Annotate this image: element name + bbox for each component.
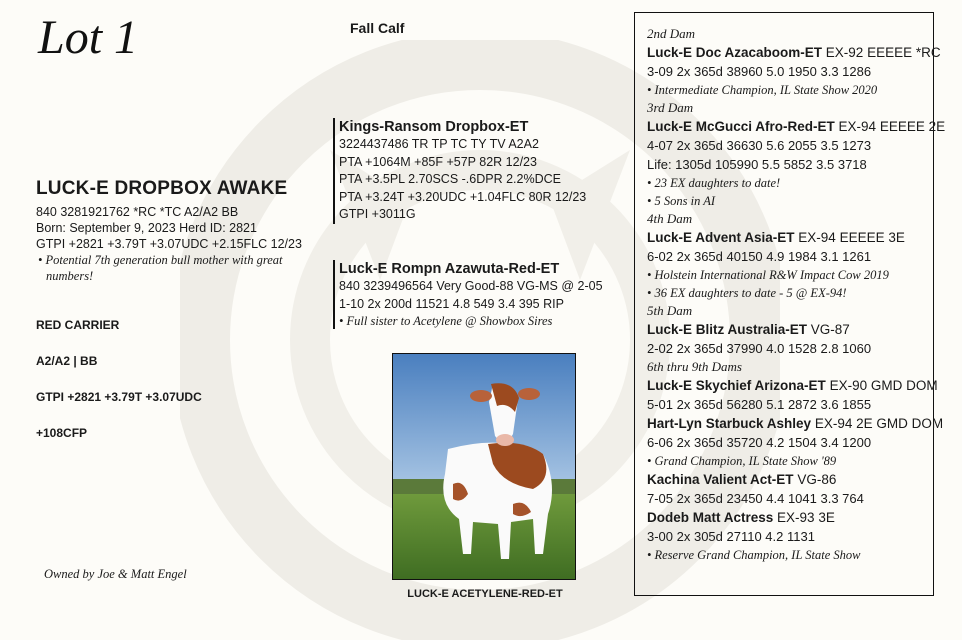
category-label: Fall Calf bbox=[350, 20, 405, 36]
ancestor-name-text: Kachina Valient Act-ET bbox=[647, 472, 794, 487]
animal-info bbox=[36, 178, 336, 284]
highlight-a2-bb: A2/A2 | BB bbox=[36, 354, 98, 368]
generation-label: 4th Dam bbox=[647, 211, 693, 226]
ancestor-score: VG-86 bbox=[797, 472, 837, 487]
ancestor-name-text: Dodeb Matt Actress bbox=[647, 510, 774, 525]
ancestor-score: EX-94 EEEEE 2E bbox=[838, 119, 946, 134]
dam-name: Luck-E Rompn Azawuta-Red-ET bbox=[339, 261, 560, 277]
ancestor-note: • 36 EX daughters to date - 5 @ EX-94! bbox=[647, 286, 847, 300]
lot-title: Lot 1 bbox=[38, 11, 139, 64]
photo-caption: LUCK-E ACETYLENE-RED-ET bbox=[407, 588, 563, 600]
ancestor-name-text: Hart-Lyn Starbuck Ashley bbox=[647, 416, 812, 431]
ancestor-score: EX-92 EEEEE *RC bbox=[825, 45, 941, 60]
highlight-cfp: +108CFP bbox=[36, 426, 88, 440]
animal-id-line: 840 3281921762 *RC *TC A2/A2 BB bbox=[36, 205, 239, 219]
ancestor-score: EX-90 GMD DOM bbox=[829, 378, 938, 393]
ancestor-name bbox=[647, 470, 933, 489]
ancestor-name bbox=[647, 228, 933, 247]
ancestor-name-text: Luck-E McGucci Afro-Red-ET bbox=[647, 119, 835, 134]
dam-note: • Full sister to Acetylene @ Showbox Sires bbox=[339, 314, 553, 328]
ancestor-note: • Reserve Grand Champion, IL State Show bbox=[647, 548, 861, 562]
ancestor-name bbox=[647, 43, 941, 62]
owner-line: Owned by Joe & Matt Engel bbox=[44, 567, 187, 581]
ancestor-name bbox=[647, 117, 946, 136]
sire-line: PTA +3.5PL 2.70SCS -.6DPR 2.2%DCE bbox=[339, 172, 561, 186]
highlight-gtpi: GTPI +2821 +3.79T +3.07UDC bbox=[36, 390, 202, 404]
generation-label: 3rd Dam bbox=[647, 100, 694, 115]
sire-line: PTA +3.24T +3.20UDC +1.04FLC 80R 12/23 bbox=[339, 189, 587, 204]
dam-line: 1-10 2x 200d 11521 4.8 549 3.4 395 RIP bbox=[339, 296, 564, 311]
ancestor-score: VG-87 bbox=[810, 322, 850, 337]
ancestor-record: 4-07 2x 365d 36630 5.6 2055 3.5 1273 bbox=[647, 138, 872, 153]
animal-birth-line: Born: September 9, 2023 Herd ID: 2821 bbox=[36, 221, 257, 235]
animal-gtpi-line: GTPI +2821 +3.79T +3.07UDC +2.15FLC 12/23 bbox=[36, 237, 302, 251]
ancestor-name-text: Luck-E Blitz Australia-ET bbox=[647, 322, 808, 337]
ancestor-record: 6-02 2x 365d 40150 4.9 1984 3.1 1261 bbox=[647, 249, 872, 264]
ancestor-record: 6-06 2x 365d 35720 4.2 1504 3.4 1200 bbox=[647, 435, 872, 450]
sire-line: GTPI +3011G bbox=[339, 207, 416, 221]
ancestor-note: • Grand Champion, IL State Show '89 bbox=[647, 454, 837, 468]
ancestor-record: 2-02 2x 365d 37990 4.0 1528 2.8 1060 bbox=[647, 341, 872, 356]
highlight-red-carrier: RED CARRIER bbox=[36, 318, 120, 332]
generation-label: 5th Dam bbox=[647, 303, 693, 318]
ancestor-note: • 23 EX daughters to date! bbox=[647, 176, 781, 190]
sire-block bbox=[333, 118, 619, 224]
sire-line: 3224437486 TR TP TC TY TV A2A2 bbox=[339, 137, 539, 151]
ancestor-record: Life: 1305d 105990 5.5 5852 3.5 3718 bbox=[647, 157, 867, 172]
generation-label: 6th thru 9th Dams bbox=[647, 359, 742, 374]
pedigree-box bbox=[634, 12, 946, 596]
ancestor-record: 5-01 2x 365d 56280 5.1 2872 3.6 1855 bbox=[647, 397, 872, 412]
ancestor-name-text: Luck-E Doc Azacaboom-ET bbox=[647, 45, 823, 60]
cow-photo bbox=[392, 353, 576, 580]
ancestor-note: • Intermediate Champion, IL State Show 2020 bbox=[647, 83, 878, 97]
animal-name: LUCK-E DROPBOX AWAKE bbox=[36, 178, 288, 199]
ancestor-name-text: Luck-E Advent Asia-ET bbox=[647, 230, 795, 245]
ancestor-name bbox=[647, 508, 933, 527]
cow-photo-illustration bbox=[393, 354, 575, 579]
ancestor-name bbox=[647, 320, 933, 339]
dam-block bbox=[333, 260, 629, 329]
ancestor-note: • Holstein International R&W Impact Cow 2019 bbox=[647, 268, 889, 282]
ancestor-record: 3-09 2x 365d 38960 5.0 1950 3.3 1286 bbox=[647, 64, 872, 79]
ancestor-score: EX-93 3E bbox=[777, 510, 835, 525]
ancestor-name bbox=[647, 414, 944, 433]
generation-label: 2nd Dam bbox=[647, 26, 696, 41]
ancestor-record: 7-05 2x 365d 23450 4.4 1041 3.3 764 bbox=[647, 491, 864, 506]
ancestor-name-text: Luck-E Skychief Arizona-ET bbox=[647, 378, 826, 393]
sire-line: PTA +1064M +85F +57P 82R 12/23 bbox=[339, 154, 537, 169]
animal-note: • Potential 7th generation bull mother with great numbers! bbox=[38, 253, 283, 283]
dam-line: 840 3239496564 Very Good-88 VG-MS @ 2-05 bbox=[339, 279, 603, 293]
ancestor-score: EX-94 2E GMD DOM bbox=[814, 416, 944, 431]
ancestor-note: • 5 Sons in AI bbox=[647, 194, 716, 208]
sire-name: Kings-Ransom Dropbox-ET bbox=[339, 119, 529, 135]
ancestor-name bbox=[647, 376, 938, 395]
ancestor-score: EX-94 EEEEE 3E bbox=[798, 230, 905, 245]
ancestor-record: 3-00 2x 305d 27110 4.2 1131 bbox=[647, 529, 815, 544]
